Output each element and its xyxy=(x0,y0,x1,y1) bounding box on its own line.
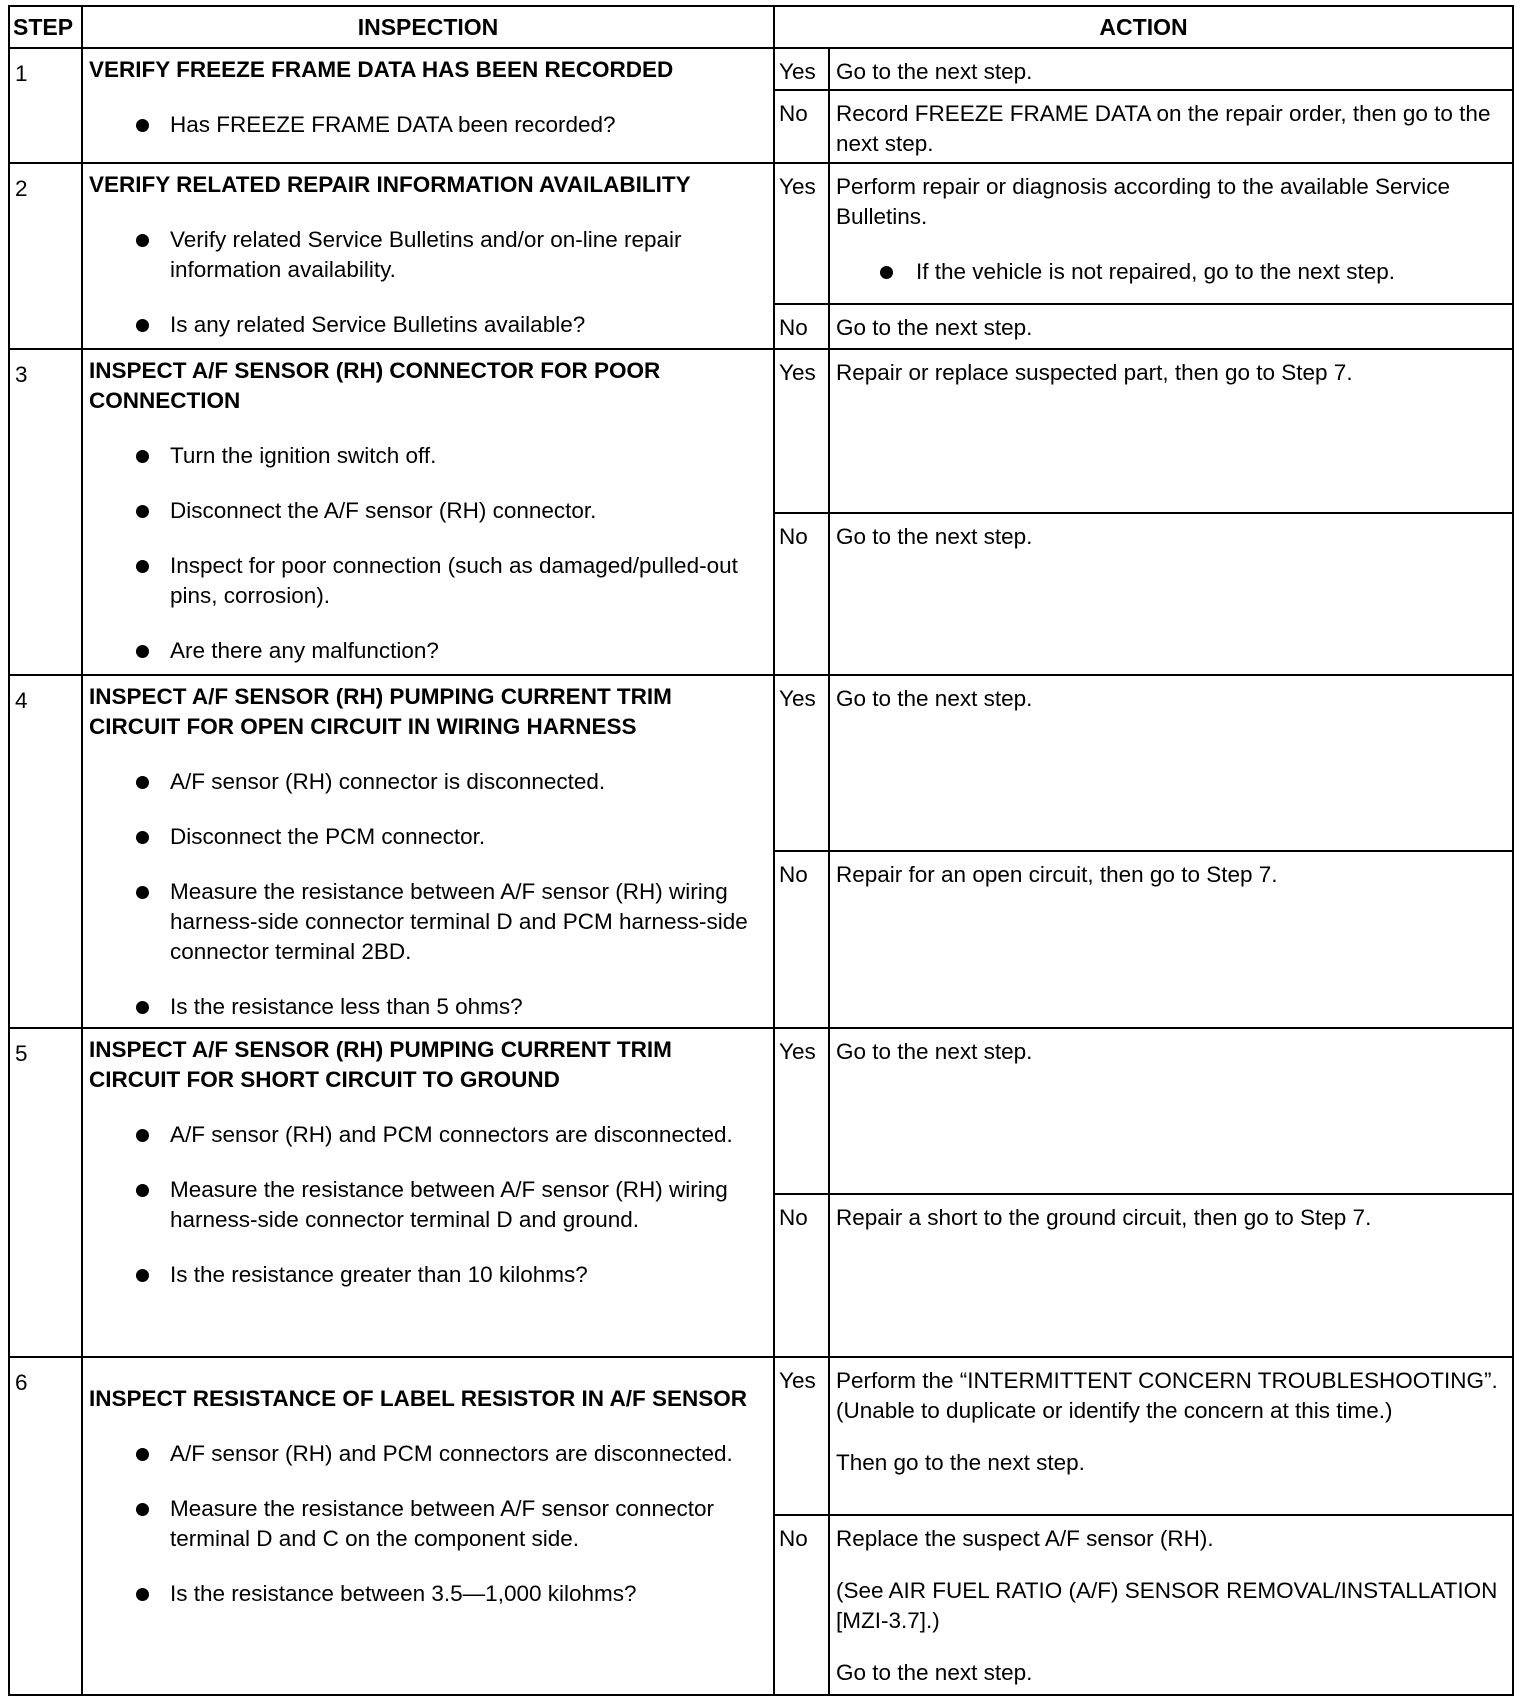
step-5-bullet-3: Is the resistance greater than 10 kilohms? xyxy=(89,1260,765,1290)
step-5-title: INSPECT A/F SENSOR (RH) PUMPING CURRENT TRIM CIRCUIT FOR SHORT CIRCUIT TO GROUND xyxy=(89,1037,672,1092)
diagnostic-table xyxy=(8,5,1514,1696)
step-6-yes-row xyxy=(9,1357,1513,1515)
step-3-title: INSPECT A/F SENSOR (RH) CONNECTOR FOR POOR CONNECTION xyxy=(89,358,661,413)
action-column-header: ACTION xyxy=(774,6,1513,48)
step-2-title: VERIFY RELATED REPAIR INFORMATION AVAILABILITY xyxy=(89,172,691,197)
diagnostic-procedure-page xyxy=(8,5,1512,1696)
bullet-icon xyxy=(136,505,149,518)
bullet-icon xyxy=(136,1503,149,1516)
step-1-number: 1 xyxy=(9,48,82,163)
step-3-number: 3 xyxy=(9,349,82,675)
step-column-header: STEP xyxy=(9,6,82,48)
bullet-icon xyxy=(136,1001,149,1014)
step-4-inspection xyxy=(82,675,774,1028)
step-6-number: 6 xyxy=(9,1357,82,1695)
bullet-icon xyxy=(136,1269,149,1282)
step-3-inspection xyxy=(82,349,774,675)
step-6-inspection xyxy=(82,1357,774,1695)
step-5-yes-label: Yes xyxy=(774,1028,829,1194)
step-5-bullet-2: Measure the resistance between A/F sensor (RH) wiring harness-side connector terminal D and ground. xyxy=(89,1175,765,1235)
step-4-no-label: No xyxy=(774,851,829,1028)
step-4-bullet-4: Is the resistance less than 5 ohms? xyxy=(89,992,765,1022)
step-1-no-action: Record FREEZE FRAME DATA on the repair order, then go to the next step. xyxy=(829,90,1513,163)
step-1-yes-label: Yes xyxy=(774,48,829,90)
step-1-yes-action: Go to the next step. xyxy=(829,48,1513,90)
step-5-yes-row xyxy=(9,1028,1513,1194)
bullet-icon xyxy=(136,234,149,247)
step-3-bullet-1: Turn the ignition switch off. xyxy=(89,441,765,471)
step-4-bullet-1: A/F sensor (RH) connector is disconnected. xyxy=(89,767,765,797)
header-row xyxy=(9,6,1513,48)
step-6-title: INSPECT RESISTANCE OF LABEL RESISTOR IN A/F SENSOR xyxy=(89,1386,747,1411)
step-2-no-action: Go to the next step. xyxy=(829,304,1513,349)
step-2-yes-row xyxy=(9,163,1513,304)
bullet-icon xyxy=(136,450,149,463)
step-1-no-label: No xyxy=(774,90,829,163)
step-4-no-action: Repair for an open circuit, then go to Step 7. xyxy=(829,851,1513,1028)
step-1-bullets xyxy=(89,110,765,140)
step-5-inspection xyxy=(82,1028,774,1357)
step-4-bullet-2: Disconnect the PCM connector. xyxy=(89,822,765,852)
step-5-no-action: Repair a short to the ground circuit, then go to Step 7. xyxy=(829,1194,1513,1357)
bullet-icon xyxy=(136,1588,149,1601)
step-3-bullets xyxy=(89,441,765,666)
step-2-yes-action: Perform repair or diagnosis according to the available Service Bulletins. If the vehicle is not repaired, go to the next step. xyxy=(829,163,1513,304)
step-6-yes-label: Yes xyxy=(774,1357,829,1515)
step-4-yes-action: Go to the next step. xyxy=(829,675,1513,851)
bullet-icon xyxy=(136,1184,149,1197)
step-5-bullet-1: A/F sensor (RH) and PCM connectors are disconnected. xyxy=(89,1120,765,1150)
step-6-no-label: No xyxy=(774,1515,829,1695)
inspection-column-header: INSPECTION xyxy=(82,6,774,48)
step-2-number: 2 xyxy=(9,163,82,349)
bullet-icon xyxy=(136,1129,149,1142)
step-2-bullet-2: Is any related Service Bulletins available? xyxy=(89,310,765,340)
step-2-bullets xyxy=(89,225,765,340)
step-6-bullets xyxy=(89,1439,765,1609)
step-3-yes-row xyxy=(9,349,1513,513)
step-6-bullet-3: Is the resistance between 3.5—1,000 kilohms? xyxy=(89,1579,765,1609)
step-3-no-action: Go to the next step. xyxy=(829,513,1513,675)
step-2-no-label: No xyxy=(774,304,829,349)
step-4-yes-row xyxy=(9,675,1513,851)
step-3-yes-label: Yes xyxy=(774,349,829,513)
bullet-icon xyxy=(136,1448,149,1461)
bullet-icon xyxy=(136,886,149,899)
step-1-title: VERIFY FREEZE FRAME DATA HAS BEEN RECORDED xyxy=(89,57,674,82)
step-1-bullet-1: Has FREEZE FRAME DATA been recorded? xyxy=(89,110,765,140)
step-4-bullets xyxy=(89,767,765,1022)
step-2-yes-bullets xyxy=(836,257,1504,287)
step-3-bullet-3: Inspect for poor connection (such as damaged/pulled-out pins, corrosion). xyxy=(89,551,765,611)
bullet-icon xyxy=(136,560,149,573)
step-2-yes-label: Yes xyxy=(774,163,829,304)
step-1-yes-row xyxy=(9,48,1513,90)
bullet-icon xyxy=(136,776,149,789)
bullet-icon xyxy=(136,319,149,332)
step-5-yes-action: Go to the next step. xyxy=(829,1028,1513,1194)
step-5-bullets xyxy=(89,1120,765,1290)
bullet-icon xyxy=(136,645,149,658)
step-2-inspection xyxy=(82,163,774,349)
step-1-inspection xyxy=(82,48,774,163)
bullet-icon xyxy=(136,831,149,844)
step-4-title: INSPECT A/F SENSOR (RH) PUMPING CURRENT TRIM CIRCUIT FOR OPEN CIRCUIT IN WIRING HARNESS xyxy=(89,684,672,739)
step-6-bullet-2: Measure the resistance between A/F sensor connector terminal D and C on the component side. xyxy=(89,1494,765,1554)
bullet-icon xyxy=(880,266,893,279)
step-4-number: 4 xyxy=(9,675,82,1028)
step-3-yes-action: Repair or replace suspected part, then go to Step 7. xyxy=(829,349,1513,513)
step-4-yes-label: Yes xyxy=(774,675,829,851)
step-3-no-label: No xyxy=(774,513,829,675)
step-5-number: 5 xyxy=(9,1028,82,1357)
step-3-bullet-4: Are there any malfunction? xyxy=(89,636,765,666)
step-6-bullet-1: A/F sensor (RH) and PCM connectors are disconnected. xyxy=(89,1439,765,1469)
bullet-icon xyxy=(136,119,149,132)
step-2-bullet-1: Verify related Service Bulletins and/or on-line repair information availability. xyxy=(89,225,765,285)
step-5-no-label: No xyxy=(774,1194,829,1357)
step-2-yes-bullet-1: If the vehicle is not repaired, go to the next step. xyxy=(836,257,1504,287)
step-4-bullet-3: Measure the resistance between A/F sensor (RH) wiring harness-side connector terminal D and PCM harness-side connector terminal 2BD. xyxy=(89,877,765,967)
step-3-bullet-2: Disconnect the A/F sensor (RH) connector. xyxy=(89,496,765,526)
step-6-no-action: Replace the suspect A/F sensor (RH). (See AIR FUEL RATIO (A/F) SENSOR REMOVAL/INSTALLATION [MZI-3.7].) Go to the next step. xyxy=(829,1515,1513,1695)
step-6-yes-action: Perform the “INTERMITTENT CONCERN TROUBLESHOOTING”. (Unable to duplicate or identify the concern at this time.) Then go to the next step. xyxy=(829,1357,1513,1515)
